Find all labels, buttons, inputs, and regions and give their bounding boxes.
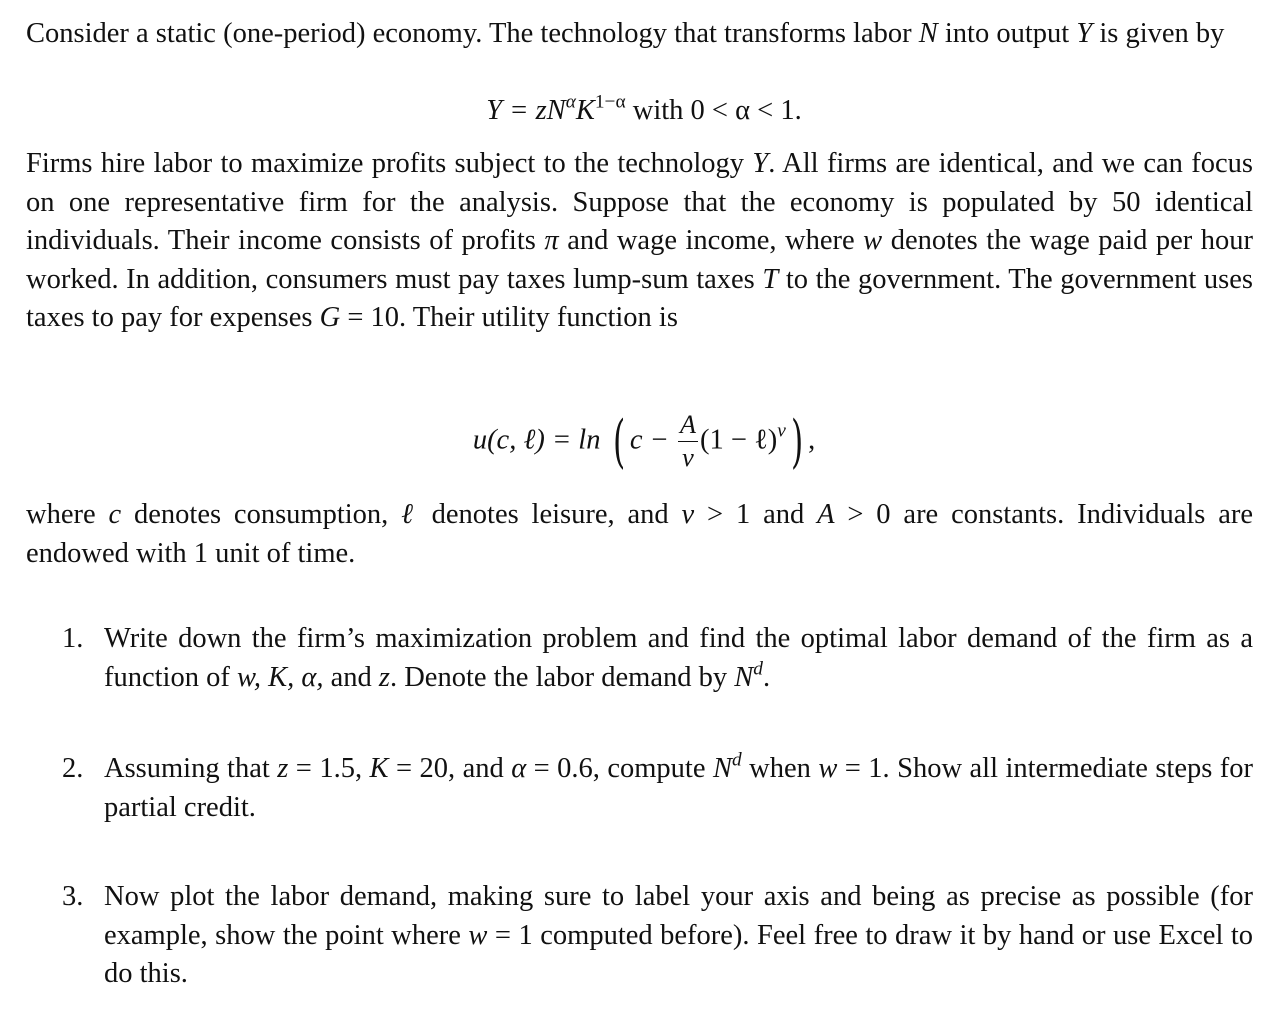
var-leisure: ℓ (401, 499, 419, 530)
question-3 (62, 878, 1253, 994)
q2-text-a: Assuming that (104, 753, 270, 784)
p2-text-b: . All firms are identical, and we can focus on one representative firm for the analysis. Suppose that the economy is populated by 50 identical individuals. Their income consists of profits (26, 148, 1254, 257)
p3-text-c: denotes leisure, and (431, 499, 669, 530)
var-nu: ν (681, 499, 695, 530)
var-pi: π (544, 225, 559, 257)
var-w: w (818, 753, 838, 784)
utility-equation (0, 408, 1288, 475)
p2-text-d: denotes the wage paid per hour worked. In addition, consumers must pay taxes lump-sum taxes (26, 225, 1253, 295)
superscript-d: d (753, 657, 763, 679)
intro-paragraph (26, 15, 1253, 54)
equation-lhs: Y = zN (486, 95, 566, 126)
var-K: K (369, 753, 389, 784)
q1-text-b: and (330, 661, 372, 693)
q2-text-c: = 20, and (396, 753, 504, 784)
question-number: 1. (62, 623, 84, 654)
p2-text-f: = 10. Their utility function is (347, 302, 678, 334)
question-number: 3. (62, 881, 84, 912)
var-z: z (378, 661, 390, 693)
var-T: T (762, 263, 779, 295)
p3-text-e: > 0 are constants. Individuals are endowed with 1 unit of time. (26, 499, 1253, 569)
equation-K: K (575, 95, 595, 126)
var-c: c (108, 499, 122, 530)
var-w: w (468, 919, 488, 951)
definitions-paragraph (26, 496, 1253, 573)
q1-text-d: . (762, 661, 771, 693)
q3-text-a: Now plot the labor demand, making sure to label your axis and being as precise as possible (for example, show the point where (104, 881, 1253, 951)
right-paren: ) (790, 408, 804, 475)
left-paren: ( (612, 408, 625, 475)
q2-text-f: = 1. Show all intermediate steps for partial credit. (104, 753, 1254, 823)
var-Y: Y (1076, 18, 1093, 49)
p3-text-a: where (26, 499, 96, 530)
intro-text-given: is given by (1099, 18, 1225, 49)
p3-text-d: > 1 and (707, 499, 805, 530)
var-w: w (863, 225, 883, 257)
alpha-exponent: α (565, 91, 576, 113)
question-text (104, 750, 1253, 827)
q2-text-d: = 0.6, compute (533, 753, 706, 784)
utility-paren-term: (1 − ℓ) (700, 424, 778, 456)
q1-text-a: Write down the firm’s maximization problem and find the optimal labor demand of the firm as a function of (104, 623, 1253, 693)
p2-text-c: and wage income, where (567, 225, 855, 257)
var-z: z (277, 753, 289, 784)
question-text (104, 620, 1253, 697)
q2-text-e: when (749, 753, 811, 784)
var-N: N (734, 661, 754, 693)
fraction-denominator: ν (682, 443, 694, 473)
q3-text-b: = 1 computed before). Feel free to draw it by hand or use Excel to do this. (104, 919, 1254, 990)
p2-text-e: to the government. The government uses taxes to pay for expenses (26, 263, 1254, 334)
production-equation (0, 92, 1288, 131)
K-exponent: 1−α (594, 91, 626, 113)
fraction-numerator: A (678, 412, 698, 442)
superscript-d: d (731, 749, 742, 771)
utility-c-minus: c − (629, 424, 669, 456)
var-N: N (712, 753, 732, 784)
firms-paragraph (26, 145, 1253, 338)
intro-text-into: into output (944, 18, 1070, 49)
var-Y: Y (752, 148, 769, 179)
question-text (104, 878, 1253, 994)
intro-text: Consider a static (one-period) economy. The technology that transforms labor (26, 18, 912, 49)
var-G: G (319, 302, 341, 334)
alpha-condition: with 0 < α < 1. (632, 95, 802, 126)
A-over-nu-fraction (678, 412, 698, 471)
utility-comma: , (808, 424, 816, 456)
question-2 (62, 750, 1253, 827)
var-A: A (817, 499, 835, 530)
p2-text-a: Firms hire labor to maximize profits subject to the technology (26, 148, 744, 179)
question-number: 2. (62, 753, 84, 784)
var-alpha: α (511, 753, 527, 784)
var-N: N (918, 18, 938, 49)
q1-vars: w, K, α, (236, 661, 324, 693)
utility-lhs: u(c, ℓ) = ln (472, 424, 601, 456)
nu-exponent: ν (777, 420, 786, 442)
q2-text-b: = 1.5, (295, 753, 363, 784)
p3-text-b: denotes consumption, (134, 499, 389, 530)
q1-text-c: . Denote the labor demand by (389, 661, 728, 693)
question-1 (62, 620, 1253, 697)
